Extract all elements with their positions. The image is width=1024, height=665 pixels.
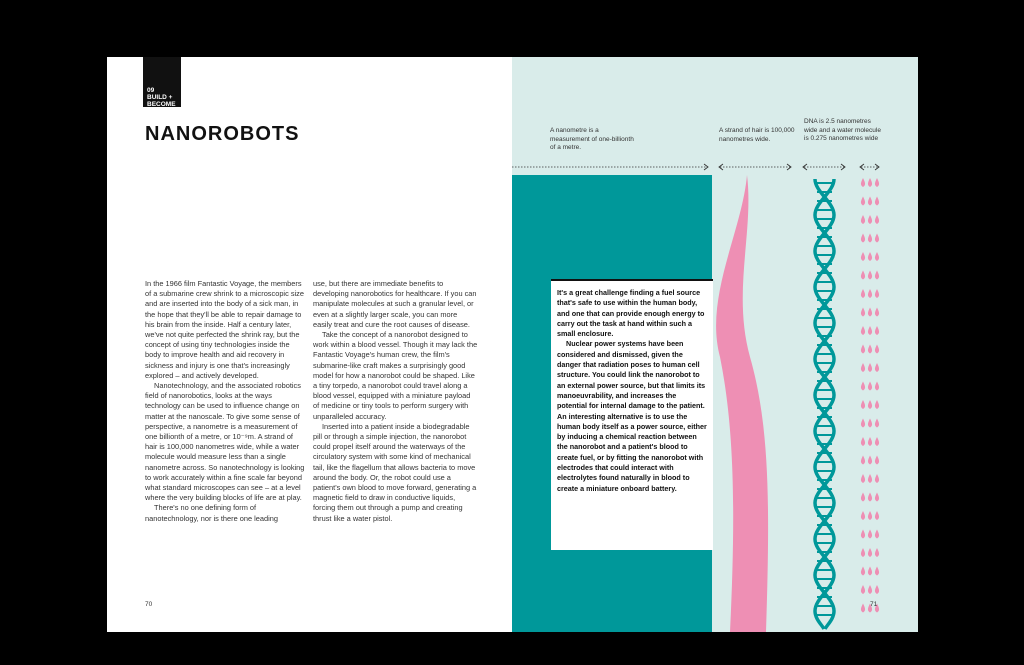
water-drop: [875, 419, 879, 428]
water-drop: [875, 511, 879, 520]
chapter-line2: BECOME: [147, 101, 176, 108]
water-drop: [861, 382, 865, 391]
water-drop: [861, 345, 865, 354]
water-drop: [861, 493, 865, 502]
body-column-2: [313, 279, 478, 524]
water-drop: [875, 585, 879, 594]
left-page: [107, 57, 512, 632]
water-drop: [868, 271, 872, 280]
water-molecule-drops: [861, 178, 879, 613]
box-para-2: Nuclear power systems have been considered and dismissed, given the danger that radiation poses to human cell structure. You could link the nanorobot to an external power source, but that limits its manoeuvrability, and increases the potential for internal damage to the patient. An interesting alternative is to use the human body itself as a power source, either by inducing a chemical reaction between the nanorobot and a patient's blood to create fuel, or by fitting the nanorobot with electrodes that could interact with electrolytes found naturally in blood to create a miniature onboard battery.: [557, 339, 707, 493]
water-drop: [868, 567, 872, 576]
water-drop: [875, 271, 879, 280]
water-drop: [861, 456, 865, 465]
annotation-nanometre: A nanometre is a measurement of one-billionth of a metre.: [550, 127, 634, 151]
water-drop: [868, 511, 872, 520]
chapter-number: 09: [147, 87, 155, 94]
water-drop: [875, 326, 879, 335]
water-drop: [861, 530, 865, 539]
water-drop: [868, 252, 872, 261]
right-page: [512, 57, 918, 632]
water-drop: [861, 604, 865, 613]
water-drop: [861, 197, 865, 206]
water-drop: [875, 178, 879, 187]
water-drop: [868, 400, 872, 409]
water-drop: [868, 530, 872, 539]
chapter-line1: BUILD +: [147, 94, 173, 101]
water-drop: [875, 308, 879, 317]
water-drop: [861, 511, 865, 520]
col1-para-3: There's no one defining form of nanotechnology, nor is there one leading: [145, 503, 278, 523]
water-drop: [868, 215, 872, 224]
col2-para-2: Take the concept of a nanorobot designed to work within a blood vessel. Though it may lack the Fantastic Voyage's human crew, the film's submarine-like craft makes a surprisingly good model for how a nanorobot could be shaped. Like a tiny torpedo, a nanorobot could travel along a blood vessel, equipped with a miniature payload of medicine or tiny tools to perform surgery with unparalleled accuracy.: [313, 330, 478, 421]
water-drop: [861, 308, 865, 317]
water-drop: [875, 289, 879, 298]
water-drop: [868, 326, 872, 335]
water-drop: [861, 363, 865, 372]
water-drop: [868, 456, 872, 465]
water-drop: [861, 234, 865, 243]
water-drop: [868, 234, 872, 243]
box-para-1: It's a great challenge finding a fuel source that's safe to use within the human body, and one that can provide enough energy to carry out the task at hand within such a small enclosure.: [557, 288, 705, 339]
body-column-1: [145, 279, 305, 524]
page-number-left: 70: [145, 601, 153, 608]
hair-strand: [716, 175, 768, 632]
annotation-dna: DNA is 2.5 nanometres wide and a water molecule is 0.275 nanometres wide: [804, 118, 881, 142]
water-drop: [875, 252, 879, 261]
water-drop: [868, 178, 872, 187]
water-drop: [861, 548, 865, 557]
water-drop: [875, 548, 879, 557]
water-drop: [868, 289, 872, 298]
water-drop: [861, 585, 865, 594]
water-drop: [868, 419, 872, 428]
water-drop: [868, 345, 872, 354]
col1-para-1: In the 1966 film Fantastic Voyage, the members of a submarine crew shrink to a microscopic size and are inserted into the body of a sick man, in the hope that they'll be able to repair damage to his brain from the inside. Half a century later, we've not quite perfected the shrink ray, but the concept of using tiny technologies inside the body to improve health and aid recovery in sickness and injury is one that's increasingly explored – and actively developed.: [145, 279, 304, 380]
water-drop: [861, 178, 865, 187]
water-drop: [875, 493, 879, 502]
water-drop: [868, 437, 872, 446]
water-drop: [861, 419, 865, 428]
water-drop: [868, 493, 872, 502]
water-drop: [861, 289, 865, 298]
water-drop: [875, 234, 879, 243]
water-drop: [861, 474, 865, 483]
water-drop: [868, 585, 872, 594]
col2-para-3: Inserted into a patient inside a biodegradable pill or through a simple injection, the nanorobot could propel itself around the waterways of the circulatory system with some kind of mechanical tail, like the flagellum that allows bacteria to move around the body. Or, the robot could use a patient's own blood to move forward, generating a magnetic field to draw in conductive liquids, forcing them out through a pump and creating thrust like a water pistol.: [313, 421, 477, 523]
water-drop: [861, 271, 865, 280]
water-drop: [861, 326, 865, 335]
water-drop: [875, 474, 879, 483]
water-drop: [868, 548, 872, 557]
power-source-textbox: [551, 279, 713, 550]
water-drop: [875, 215, 879, 224]
water-drop: [875, 456, 879, 465]
water-drop: [875, 567, 879, 576]
col2-para-1: use, but there are immediate benefits to developing nanorobotics for healthcare. If you can manipulate molecules at such a granular level, or even at a slightly larger scale, you can more easily treat and cure the root causes of disease.: [313, 279, 477, 329]
water-drop: [868, 308, 872, 317]
water-drop: [868, 474, 872, 483]
water-drop: [868, 197, 872, 206]
water-drop: [861, 437, 865, 446]
water-drop: [868, 363, 872, 372]
annotation-hair: A strand of hair is 100,000 nanometres wide.: [719, 127, 795, 143]
water-drop: [861, 252, 865, 261]
water-drop: [875, 400, 879, 409]
water-drop: [875, 363, 879, 372]
water-drop: [875, 197, 879, 206]
col1-para-2: Nanotechnology, and the associated robotics field of nanorobotics, looks at the ways technology can be used to influence change on matter at the nanoscale. To give some sense of perspective, a nanometre is a measurement of one billionth of a metre, or 10⁻⁹m. A strand of hair is 100,000 nanometres wide, while a water molecule would measure less than a single nanometre across. So nanotechnology is looking to work accurately within a fine scale far beyond what standard microscopes can see – at a level where the very building blocks of life are at play.: [145, 381, 305, 503]
water-drop: [861, 215, 865, 224]
water-drop: [875, 437, 879, 446]
page-title: NANOROBOTS: [145, 123, 300, 145]
water-drop: [868, 382, 872, 391]
water-drop: [875, 382, 879, 391]
water-drop: [875, 530, 879, 539]
page-number-right: 71: [870, 601, 878, 608]
chapter-tab: [143, 57, 181, 107]
water-drop: [861, 400, 865, 409]
water-drop: [875, 345, 879, 354]
water-drop: [861, 567, 865, 576]
